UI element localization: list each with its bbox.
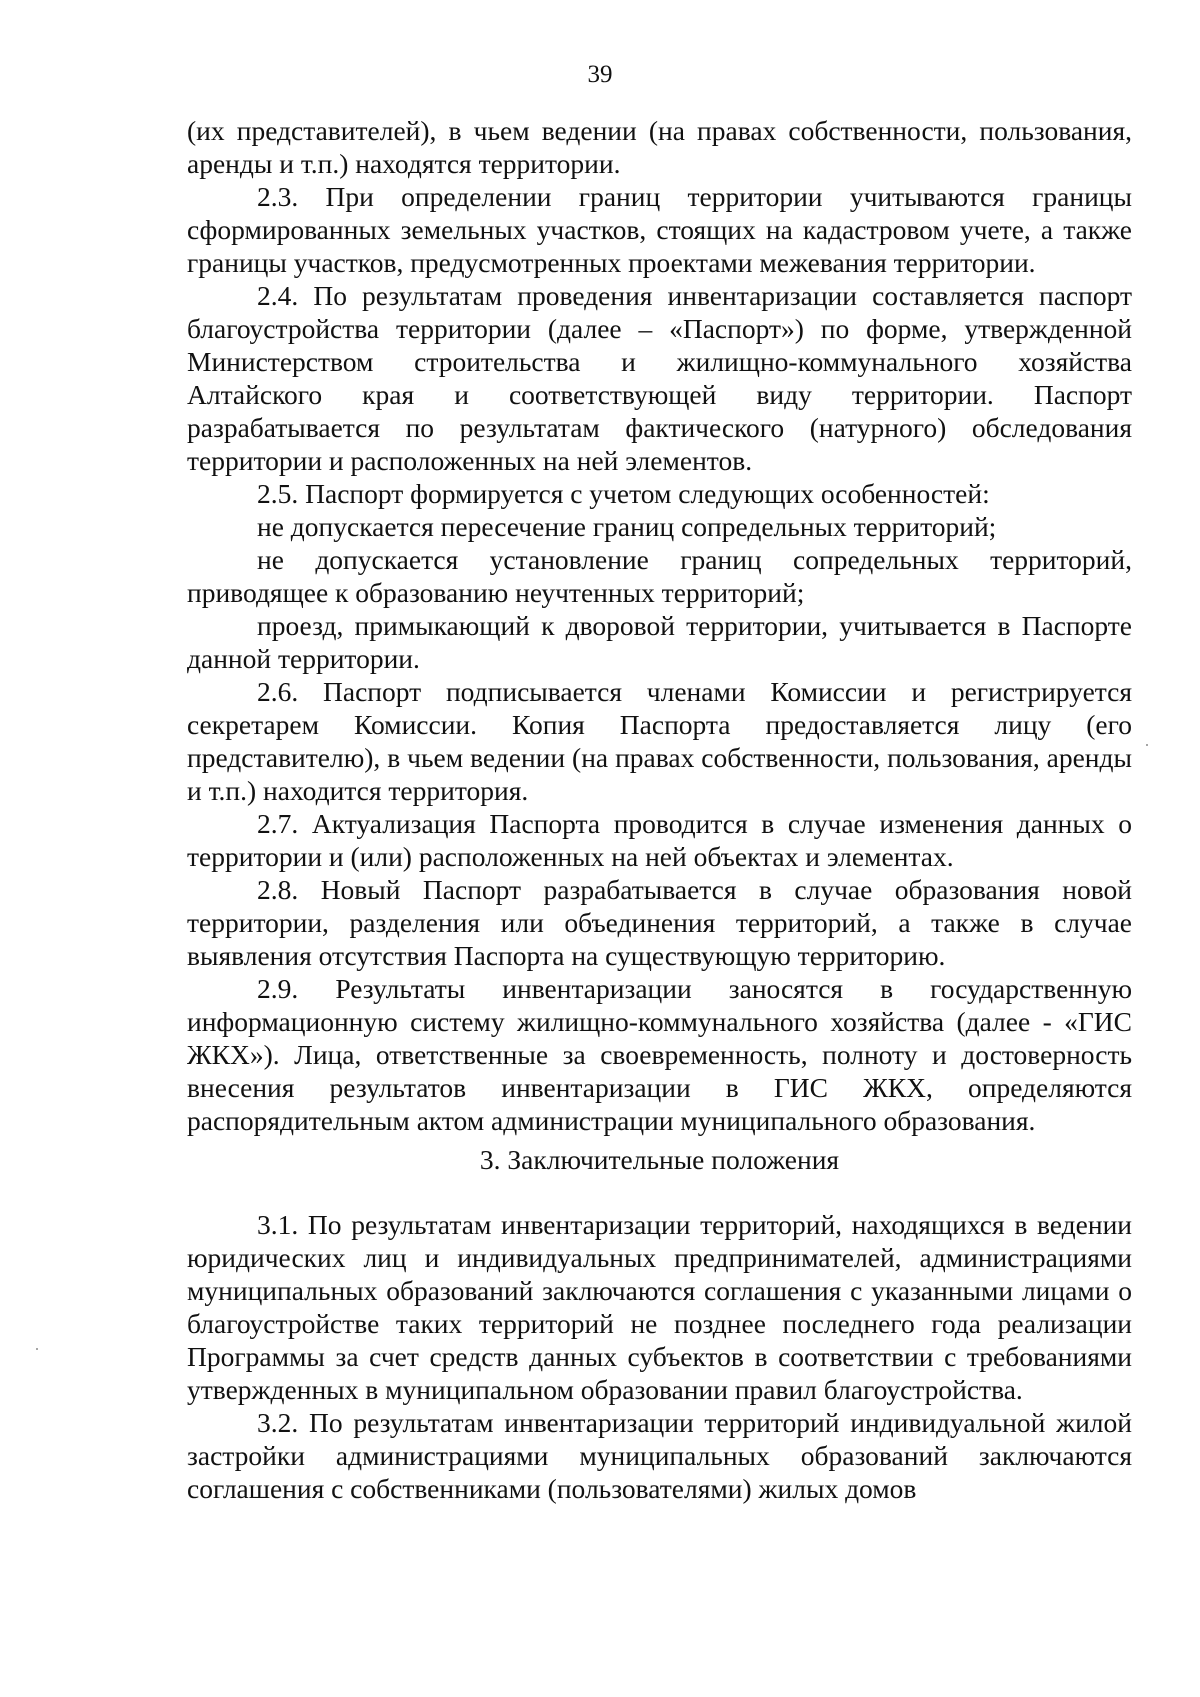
paragraph-2-5: 2.5. Паспорт формируется с учетом следующих особенностей: bbox=[257, 478, 990, 509]
paragraph-2-6: 2.6. Паспорт подписывается членами Комиссии и регистрируется секретарем Комиссии. Копия Паспорта предоставляется лицу (его представителю), в чьем ведении (на правах собственности, пользования, аренды и т.п.) находится территория. bbox=[187, 676, 1132, 806]
scan-speck bbox=[36, 1348, 38, 1350]
list-item-no-unaccounted: не допускается установление границ сопредельных территорий, приводящее к образованию неучтенных территорий; bbox=[187, 544, 1132, 608]
paragraph-3-2: 3.2. По результатам инвентаризации территорий индивидуальной жилой застройки администрациями муниципальных образований заключаются соглашения с собственниками (пользователями) жилых домов bbox=[187, 1407, 1132, 1504]
paragraph-2-9: 2.9. Результаты инвентаризации заносятся в государственную информационную систему жилищно-коммунального хозяйства (далее - «ГИС ЖКХ»). Лица, ответственные за своевременность, полноту и достоверность внесения результатов инвентаризации в ГИС ЖКХ, определяются распорядительным актом администрации муниципального образования. bbox=[187, 973, 1132, 1136]
paragraph-3-1: 3.1. По результатам инвентаризации территорий, находящихся в ведении юридических лиц и индивидуальных предпринимателей, администрациями муниципальных образований заключаются соглашения с указанными лицами о благоустройстве таких территорий не позднее последнего года реализации Программы за счет средств данных субъектов в соответствии с требованиями утвержденных в муниципальном образовании правил благоустройства. bbox=[187, 1209, 1132, 1405]
paragraph-2-7: 2.7. Актуализация Паспорта проводится в случае изменения данных о территории и (или) расположенных на ней объектах и элементах. bbox=[187, 808, 1132, 872]
section-heading: 3. Заключительные положения bbox=[479, 1144, 840, 1175]
paragraph-2-3: 2.3. При определении границ территории учитываются границы сформированных земельных участков, стоящих на кадастровом учете, а также границы участков, предусмотренных проектами межевания территории. bbox=[187, 181, 1132, 278]
list-item-driveway: проезд, примыкающий к дворовой территории, учитывается в Паспорте данной территории. bbox=[187, 610, 1132, 674]
paragraph-2-8: 2.8. Новый Паспорт разрабатывается в случае образования новой территории, разделения или объединения территорий, а также в случае выявления отсутствия Паспорта на существующую территорию. bbox=[187, 874, 1132, 971]
page-number: 39 bbox=[587, 61, 613, 88]
paragraph-2-4: 2.4. По результатам проведения инвентаризации составляется паспорт благоустройства территории (далее – «Паспорт») по форме, утвержденной Министерством строительства и жилищно-коммунального хозяйства Алтайского края и соответствующей виду территории. Паспорт разрабатывается по результатам фактического (натурного) обследования территории и расположенных на ней элементов. bbox=[187, 280, 1132, 476]
paragraph-continuation: (их представителей), в чьем ведении (на правах собственности, пользования, аренды и т.п.) находятся территории. bbox=[187, 115, 1132, 179]
document-body bbox=[187, 114, 1132, 1505]
scan-speck bbox=[1146, 744, 1148, 746]
list-item-no-overlap: не допускается пересечение границ сопредельных территорий; bbox=[257, 511, 997, 542]
